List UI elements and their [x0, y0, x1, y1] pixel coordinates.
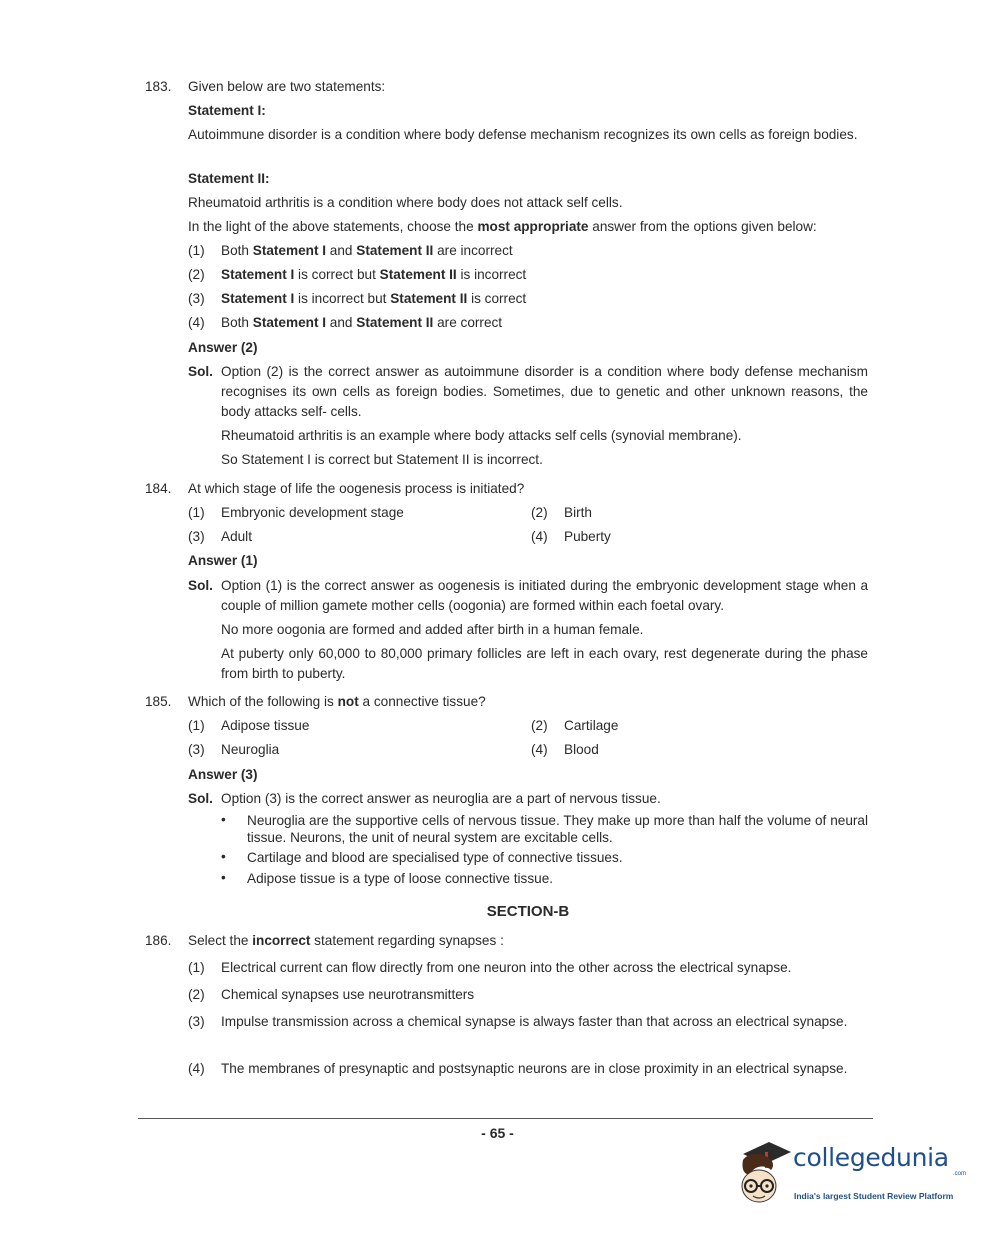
solution-label: Sol.	[188, 791, 213, 806]
solution-paragraph-3: So Statement I is correct but Statement II is incorrect.	[221, 452, 543, 467]
question-text: At which stage of life the oogenesis process is initiated?	[188, 481, 525, 496]
document-page: 183. Given below are two statements: Statement I: Autoimmune disorder is a condition where body defense mechanism recognizes its own cells as foreign bodies. Statement II: Rheumatoid arthritis is a condition where body does not attack self cells. In the light of the above statements, choose the most appropriate answer from the options given below: (1) Both Statement I and Statement II are incorrect (2) Statement I is correct but Statement II is incorrect (3) Statement I is incorrect but Statement II is correct (4) Both Statement I and Statement II are correct Answer (2) Sol. Option (2) is the correct answer as autoimmune disorder is a condition where body defense mechanism recognises its own cells as foreign bodies. Sometimes, due to genetic and other unknown reasons, the body attacks self- cells. Rheumatoid arthritis is an example where body attacks self cells (synovial membrane). So Statement I is correct but Statement II is incorrect. 184. At which stage of life the oogenesis process is initiated? (1) Embryonic development stage (2) Birth (3) Adult (4) Puberty Answer (1) Sol. Option (1) is the correct answer as oogenesis is initiated during the embryonic development stage when a couple of million gamete mother cells (oogonia) are formed within each foetal ovary. No more oogonia are formed and added after birth in a human female. At puberty only 60,000 to 80,000 primary follicles are left in each ovary, rest degenerate during the phase from birth to puberty. 185. Which of the following is not a connective tissue? (1) Adipose tissue (2) Cartilage (3) Neuroglia (4) Blood Answer (3) Sol. Option (3) is the correct answer as neuroglia are a part of nervous tissue. • Neuroglia are the supportive cells of nervous tissue. They make up more than half the volume of neural tissue. Neurons, the unit of neural system are excitable cells. • Cartilage and blood are specialised type of connective tissues. • Adipose tissue is a type of loose connective tissue. SECTION-B 186. Select the incorrect statement regarding synapses : (1) Electrical current can flow directly from one neuron into the other across the electrical synapse. (2) Chemical synapses use neurotransmitters (3) Impulse transmission across a chemical synapse is always faster than that across an electrical synapse. (4) The membranes of presynaptic and postsynaptic neurons are in close proximity in an electrical synapse. - 65 - collegedunia .com India's largest Student Review Platform	[0, 0, 993, 1245]
solution-paragraph-3: At puberty only 60,000 to 80,000 primary follicles are left in each ovary, rest degenerate during the phase from birth to puberty.	[221, 646, 868, 681]
answer: Answer (2)	[188, 340, 258, 355]
bullet-item: Cartilage and blood are specialised type of connective tissues.	[247, 850, 623, 865]
instruction: In the light of the above statements, choose the most appropriate answer from the options given below:	[188, 219, 817, 234]
answer: Answer (3)	[188, 767, 258, 782]
statement-2-text: Rheumatoid arthritis is a condition where body does not attack self cells.	[188, 195, 623, 210]
solution-paragraph-2: Rheumatoid arthritis is an example where body attacks self cells (synovial membrane).	[221, 428, 742, 443]
logo-domain: .com	[953, 1171, 967, 1177]
statement-2-label: Statement II:	[188, 171, 270, 186]
logo-tagline: India's largest Student Review Platform	[794, 1191, 954, 1201]
bullet-icon: •	[221, 870, 226, 885]
solution-paragraph-1: Option (2) is the correct answer as autoimmune disorder is a condition where body defense mechanism recognises its own cells as foreign bodies. Sometimes, due to genetic and other unknown reasons, the body attacks self- cells.	[221, 364, 868, 419]
question-number: 183.	[145, 79, 172, 94]
solution-paragraph-1: Option (1) is the correct answer as oogenesis is initiated during the embryonic development stage when a couple of million gamete mother cells (oogonia) are formed within each foetal ovary.	[221, 578, 868, 613]
section-heading: SECTION-B	[486, 903, 570, 920]
collegedunia-logo	[735, 1140, 965, 1212]
page-number: - 65 -	[481, 1125, 514, 1141]
question-intro: Given below are two statements:	[188, 79, 386, 94]
solution-paragraph-1: Option (3) is the correct answer as neuroglia are a part of nervous tissue.	[221, 791, 661, 806]
footer-divider	[138, 1118, 873, 1119]
question-number: 184.	[145, 481, 172, 496]
solution-paragraph-2: No more oogonia are formed and added after birth in a human female.	[221, 622, 644, 637]
bullet-icon: •	[221, 849, 226, 864]
answer: Answer (1)	[188, 553, 258, 568]
question-text: Which of the following is not a connective tissue?	[188, 694, 486, 709]
solution-label: Sol.	[188, 364, 213, 379]
bullet-item: Neuroglia are the supportive cells of nervous tissue. They make up more than half the volume of neural tissue. Neurons, the unit of neural system are excitable cells.	[247, 813, 868, 845]
statement-1-label: Statement I:	[188, 103, 266, 118]
bullet-item: Adipose tissue is a type of loose connective tissue.	[247, 871, 554, 886]
question-number: 185.	[145, 694, 172, 709]
logo-wordmark: collegedunia	[793, 1143, 949, 1172]
mascot-icon	[735, 1140, 791, 1212]
question-number: 186.	[145, 933, 172, 948]
question-text: Select the incorrect statement regarding synapses :	[188, 933, 504, 948]
solution-label: Sol.	[188, 578, 213, 593]
bullet-icon: •	[221, 812, 226, 827]
statement-1-text: Autoimmune disorder is a condition where body defense mechanism recognizes its own cells as foreign bodies.	[188, 127, 858, 142]
